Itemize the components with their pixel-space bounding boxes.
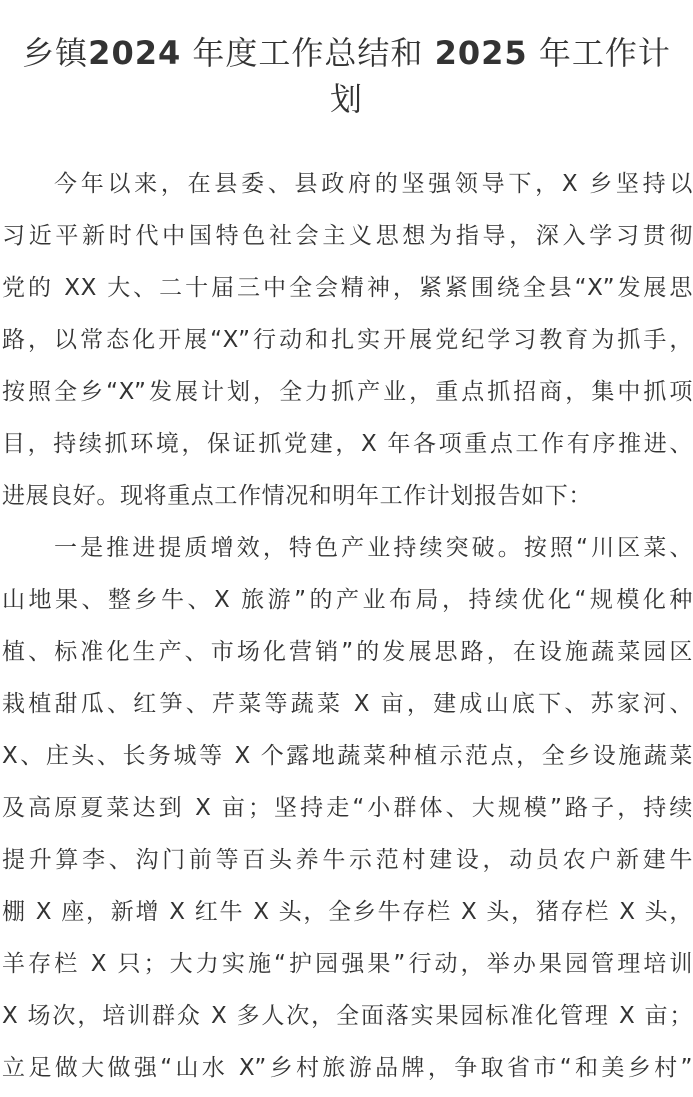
title-year-2025: 2025 (434, 34, 528, 72)
title-text-3: 年工作计划 (329, 34, 671, 118)
paragraph-line: 按照全乡“X”发展计划，全力抓产业，重点抓招商，集中抓项 (2, 379, 693, 405)
paragraph-line: 植、标准化生产、市场化营销”的发展思路，在设施蔬菜园区 (2, 639, 693, 665)
paragraph-line: 羊存栏 X 只；大力实施“护园强果”行动，举办果园管理培训 (2, 951, 693, 977)
title-text-2: 年度工作总结和 (192, 34, 424, 72)
paragraph-line: 目，持续抓环境，保证抓党建，X 年各项重点工作有序推进、 (2, 431, 693, 457)
paragraph-line: 路，以常态化开展“X”行动和扎实开展党纪学习教育为抓手， (2, 327, 693, 353)
paragraph-line: 习近平新时代中国特色社会主义思想为指导，深入学习贯彻 (2, 223, 693, 249)
paragraph-intro (2, 158, 693, 522)
paragraph-line: X 场次，培训群众 X 多人次，全面落实果园标准化管理 X 亩； (2, 1003, 693, 1029)
document-body (0, 122, 693, 1094)
paragraph-line: 一是推进提质增效，特色产业持续突破。按照“川区菜、 (54, 535, 693, 561)
paragraph-line: 山地果、整乡牛、X 旅游”的产业布局，持续优化“规模化种 (2, 587, 693, 613)
paragraph-line: 棚 X 座，新增 X 红牛 X 头，全乡牛存栏 X 头，猪存栏 X 头， (2, 899, 693, 925)
paragraph-line: 栽植甜瓜、红笋、芹菜等蔬菜 X 亩，建成山底下、苏家河、 (2, 691, 693, 717)
paragraph-line: X、庄头、长务城等 X 个露地蔬菜种植示范点，全乡设施蔬菜 (2, 743, 693, 769)
paragraph-industry (2, 522, 693, 1094)
paragraph-line: 党的 XX 大、二十届三中全会精神，紧紧围绕全县“X”发展思 (2, 275, 693, 301)
paragraph-line: 及高原夏菜达到 X 亩；坚持走“小群体、大规模”路子，持续 (2, 795, 693, 821)
title-text-1: 乡镇 (22, 34, 89, 72)
paragraph-line: 进展良好。现将重点工作情况和明年工作计划报告如下： (2, 483, 592, 509)
document-title (0, 0, 693, 122)
paragraph-line: 立足做大做强“山水 X”乡村旅游品牌，争取省市“和美乡村” (2, 1055, 693, 1081)
paragraph-line: 今年以来，在县委、县政府的坚强领导下，X 乡坚持以 (54, 171, 693, 197)
title-year-2024: 2024 (88, 34, 182, 72)
paragraph-line: 提升算李、沟门前等百头养牛示范村建设，动员农户新建牛 (2, 847, 693, 873)
